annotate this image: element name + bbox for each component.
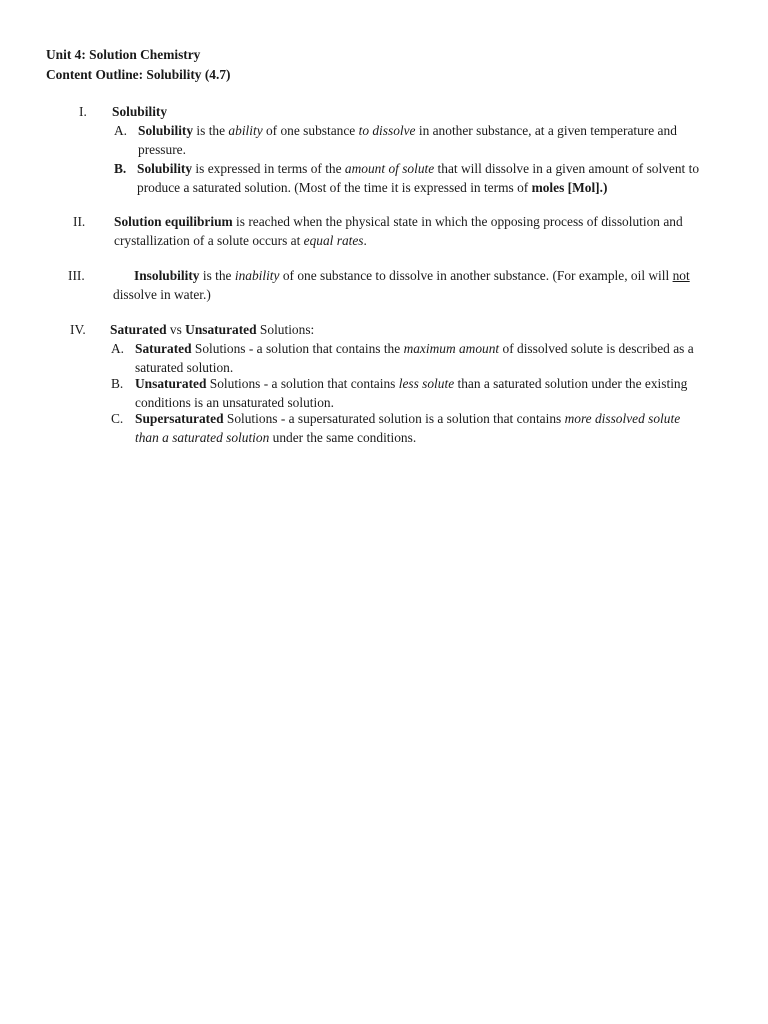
section-3-text: Insolubility is the inability of one substance to dissolve in another substance. (For example, oil will not dissolve in water.) (113, 268, 690, 302)
section-1a-text: Solubility is the ability of one substance to dissolve in another substance, at a given temperature and pressure. (138, 123, 677, 157)
section-4a-text: Saturated Solutions - a solution that contains the maximum amount of dissolved solute is described as a saturated solution. (135, 341, 694, 375)
section-1a-letter: A. (114, 123, 128, 138)
term-solution-equilibrium: Solution equilibrium (114, 214, 233, 229)
section-4c-letter: C. (111, 411, 124, 426)
emphasis-ability: ability (228, 123, 263, 138)
term-unsaturated-solutions: Unsaturated (135, 376, 207, 391)
emphasis-to-dissolve: to dissolve (358, 123, 416, 138)
section-1b-letter: B. (114, 161, 127, 176)
term-solubility: Solubility (138, 123, 194, 138)
section-4-numeral: IV. (70, 322, 86, 337)
content-outline-title: Content Outline: Solubility (4.7) (46, 67, 231, 82)
section-2-text: Solution equilibrium is reached when the physical state in which the opposing process of dissolution and crystallization of a solute occurs at equal rates. (114, 214, 683, 248)
section-4b-text: Unsaturated Solutions - a solution that contains less solute than a saturated solution under the existing conditions is an unsaturated solution. (135, 376, 688, 410)
section-1-title: Solubility (112, 104, 168, 119)
section-1b-text: Solubility is expressed in terms of the amount of solute that will dissolve in a given amount of solvent to produce a saturated solution. (Most of the time it is expressed in terms of moles [Mol].) (137, 161, 700, 195)
emphasis-amount-of-solute: amount of solute (344, 161, 435, 176)
section-1-numeral: I. (79, 104, 87, 119)
section-4a-letter: A. (111, 341, 125, 356)
section-4b-letter: B. (111, 376, 124, 391)
emphasis-maximum-amount: maximum amount (403, 341, 500, 356)
section-4c-text: Supersaturated Solutions - a supersaturated solution is a solution that contains more dissolved solute than a saturated solution under the same conditions. (135, 411, 681, 445)
emphasis-less-solute: less solute (398, 376, 455, 391)
emphasis-equal-rates: equal rates (303, 233, 364, 248)
unit-title: Unit 4: Solution Chemistry (46, 47, 201, 62)
emphasis-more-dissolved-solute: more dissolved solute (564, 411, 681, 426)
emphasis-not: not (672, 268, 690, 283)
section-4-title: Saturated vs Unsaturated Solutions: (110, 322, 315, 337)
section-3-numeral: III. (68, 268, 85, 283)
emphasis-moles: moles [Mol].) (531, 180, 608, 195)
emphasis-than-saturated-solution: than a saturated solution (135, 430, 270, 445)
emphasis-inability: inability (234, 268, 280, 283)
term-unsaturated: Unsaturated (185, 322, 257, 337)
term-saturated-solutions: Saturated (135, 341, 192, 356)
term-solubility: Solubility (137, 161, 193, 176)
term-insolubility: Insolubility (134, 268, 200, 283)
term-saturated: Saturated (110, 322, 167, 337)
section-2-numeral: II. (73, 214, 86, 229)
term-supersaturated-solutions: Supersaturated (135, 411, 224, 426)
